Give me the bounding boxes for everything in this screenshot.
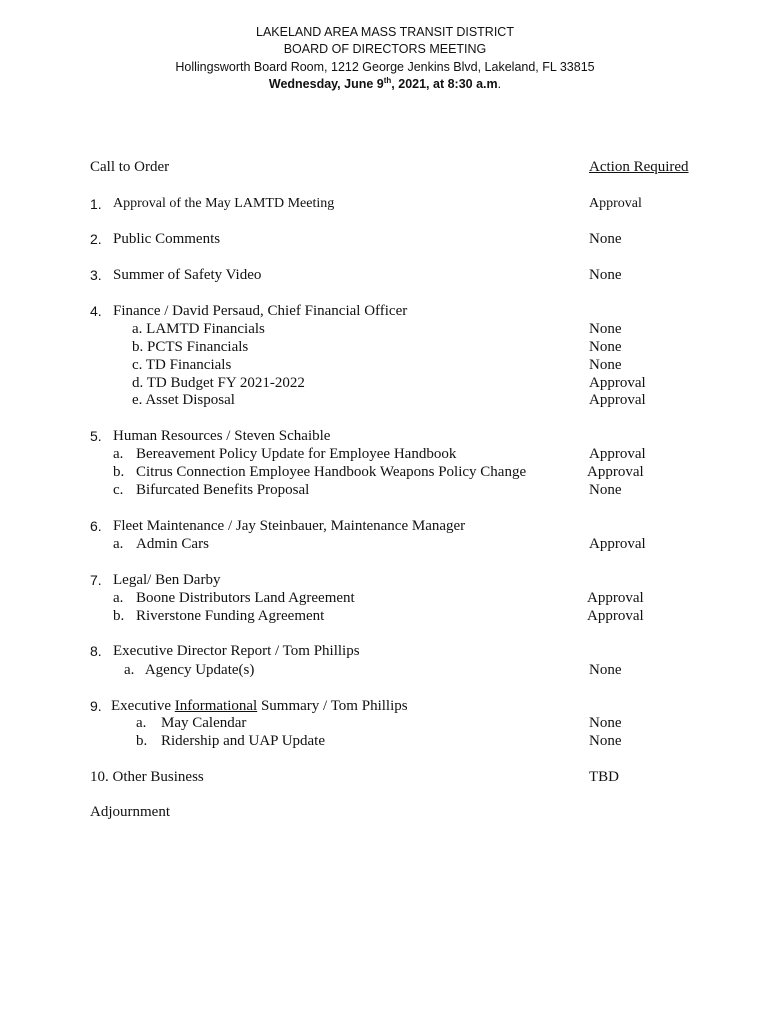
- sub-item-text: a. Agency Update(s): [124, 662, 255, 678]
- sub-item-text: b. PCTS Financials: [132, 339, 249, 355]
- item-number: 7.: [90, 572, 102, 588]
- sub-item-action: None: [589, 662, 622, 678]
- item-number: 4.: [90, 303, 102, 319]
- sub-item-action: Approval: [587, 590, 644, 606]
- sub-item-action: None: [589, 733, 622, 749]
- sub-item-letter: a.: [113, 590, 124, 606]
- item-action: TBD: [589, 769, 619, 785]
- sub-item-letter: c.: [113, 482, 124, 498]
- sub-item-text: Bifurcated Benefits Proposal: [136, 482, 310, 498]
- sub-item-text: c. TD Financials: [132, 357, 232, 373]
- sub-item-action: None: [589, 339, 622, 355]
- item-text: Human Resources / Steven Schaible: [113, 428, 331, 444]
- item-text: Executive Director Report / Tom Phillips: [113, 643, 360, 659]
- item-text: Legal/ Ben Darby: [113, 572, 221, 588]
- sub-item-text: Bereavement Policy Update for Employee Handbook: [136, 446, 457, 462]
- sub-item-action: None: [589, 715, 622, 731]
- sub-item-letter: b.: [113, 608, 125, 624]
- item-number: 8.: [90, 643, 102, 659]
- item-action: Approval: [589, 196, 642, 211]
- sub-item-letter: b.: [113, 464, 125, 480]
- item-text: Summer of Safety Video: [113, 267, 262, 283]
- sub-item-action: Approval: [589, 375, 646, 391]
- meeting-date: Wednesday, June 9th, 2021, at 8:30 a.m.: [268, 76, 502, 91]
- sub-item-letter: b.: [136, 733, 148, 749]
- item-text: Approval of the May LAMTD Meeting: [113, 196, 335, 211]
- sub-item-text: Riverstone Funding Agreement: [136, 608, 325, 624]
- item-number: 1.: [90, 196, 102, 212]
- item-action: None: [589, 267, 622, 283]
- item-text: 10. Other Business: [90, 769, 204, 785]
- sub-item-letter: a.: [113, 446, 124, 462]
- sub-item-action: None: [589, 482, 622, 498]
- sub-item-text: Admin Cars: [136, 536, 209, 552]
- sub-item-letter: a.: [136, 715, 147, 731]
- adjournment: Adjournment: [90, 804, 170, 820]
- sub-item-text: May Calendar: [161, 715, 247, 731]
- sub-item-action: Approval: [589, 392, 646, 408]
- item-number: 5.: [90, 428, 102, 444]
- item-action: None: [589, 231, 622, 247]
- sub-item-text: Ridership and UAP Update: [161, 733, 326, 749]
- item-text: Finance / David Persaud, Chief Financial Officer: [113, 303, 408, 319]
- item-number: 6.: [90, 518, 102, 534]
- item-number: 2.: [90, 231, 102, 247]
- item-number: 9.: [90, 698, 102, 714]
- sub-item-letter: a.: [113, 536, 124, 552]
- meeting-location: Hollingsworth Board Room, 1212 George Jenkins Blvd, Lakeland, FL 33815: [175, 60, 595, 74]
- sub-item-text: Boone Distributors Land Agreement: [136, 590, 355, 606]
- sub-item-action: None: [589, 321, 622, 337]
- org-name: LAKELAND AREA MASS TRANSIT DISTRICT: [256, 25, 514, 39]
- sub-item-text: a. LAMTD Financials: [132, 321, 265, 337]
- sub-item-action: Approval: [589, 446, 646, 462]
- item-text: Fleet Maintenance / Jay Steinbauer, Maintenance Manager: [113, 518, 466, 534]
- item-text: Public Comments: [113, 231, 221, 247]
- call-to-order: Call to Order: [90, 159, 170, 175]
- sub-item-action: Approval: [589, 536, 646, 552]
- sub-item-text: Citrus Connection Employee Handbook Weapons Policy Change: [136, 464, 527, 480]
- sub-item-text: e. Asset Disposal: [132, 392, 235, 408]
- meeting-title: BOARD OF DIRECTORS MEETING: [283, 42, 487, 56]
- item-text: Executive Informational Summary / Tom Phillips: [111, 698, 408, 714]
- action-required-heading: Action Required: [589, 159, 689, 175]
- sub-item-action: None: [589, 357, 622, 373]
- sub-item-action: Approval: [587, 608, 644, 624]
- sub-item-text: d. TD Budget FY 2021-2022: [132, 375, 305, 391]
- sub-item-action: Approval: [587, 464, 644, 480]
- item-number: 3.: [90, 267, 102, 283]
